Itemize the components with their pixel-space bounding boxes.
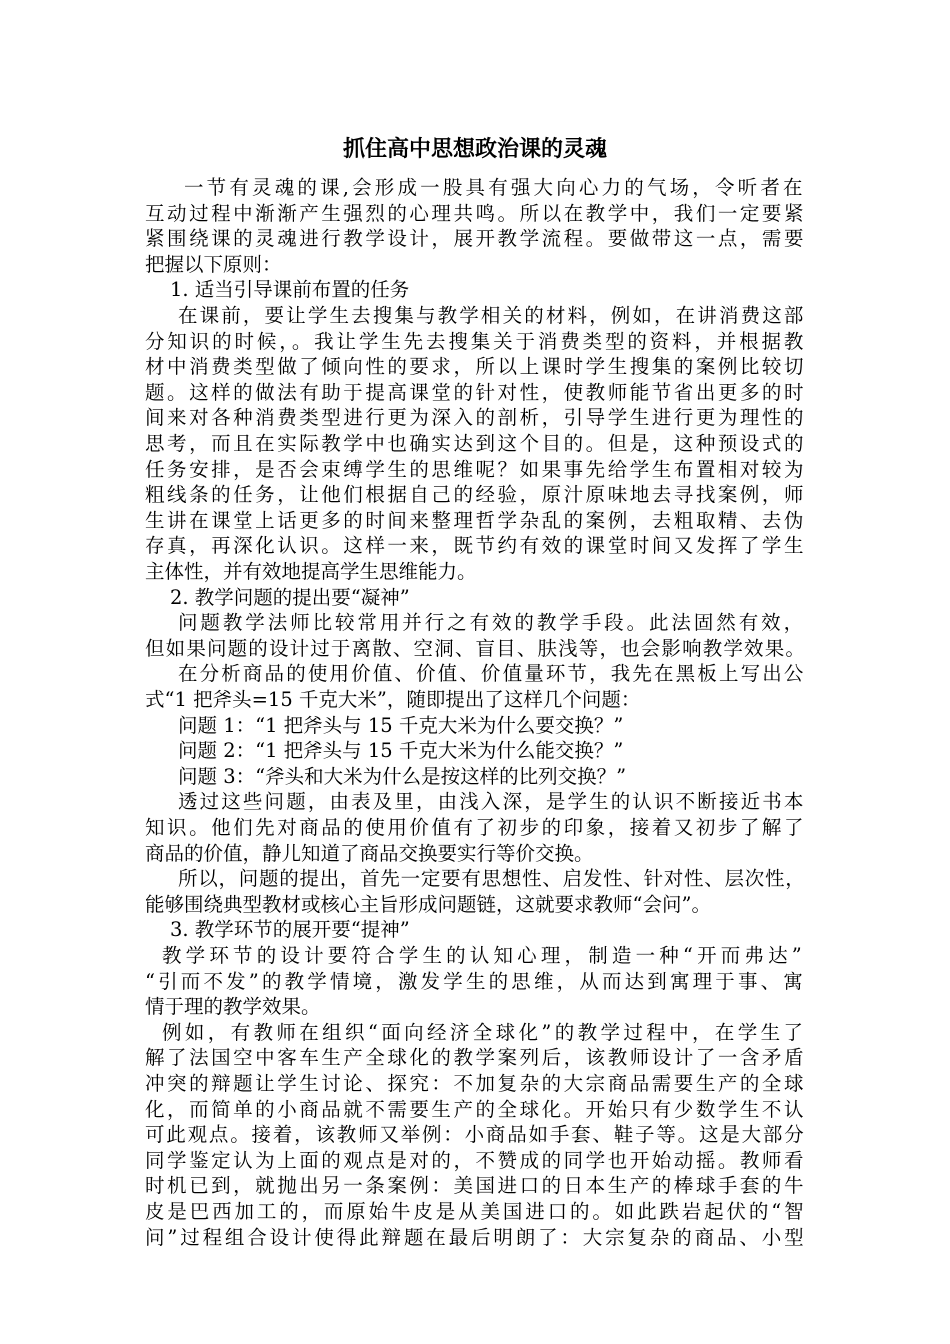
paragraph-line: 解了法国空中客车生产全球化的教学案列后，该教师设计了一含矛盾 <box>145 1046 807 1070</box>
paragraph-line: 紧围绕课的灵魂进行教学设计，展开教学流程。要做带这一点，需要 <box>145 227 807 251</box>
paragraph-line: 问题 3：“斧头和大米为什么是按这样的比列交换？” <box>178 764 627 788</box>
paragraph-line: 思考，而且在实际教学中也确实达到这个目的。但是，这种预设式的 <box>145 432 807 455</box>
paragraph-line: 在分析商品的使用价值、价值、价值量环节，我先在黑板上写出公 <box>178 662 806 686</box>
paragraph-line: 问题 1：“1 把斧头与 15 千克大米为什么要交换？” <box>178 713 624 737</box>
paragraph-line: 所以，问题的提出，首先一定要有思想性、启发性、针对性、层次性， <box>178 867 806 891</box>
paragraph-line: 知识。他们先对商品的使用价值有了初步的印象，接着又初步了解了 <box>145 816 807 839</box>
paragraph-line: 例如，有教师在组织“面向经济全球化”的教学过程中，在学生了 <box>162 1020 807 1044</box>
paragraph-line: 皮是巴西加工的，而原始牛皮是从美国进口的。如此跌岩起伏的“智 <box>145 1200 807 1223</box>
paragraph-line: 题。这样的做法有助于提高课堂的针对性，使教师能节省出更多的时 <box>145 380 807 404</box>
paragraph-line: 式“1 把斧头=15 千克大米”，随即提出了这样几个问题： <box>145 688 641 711</box>
paragraph-line: 任务安排，是否会束缚学生的思维呢？如果事先给学生布置相对较为 <box>145 457 807 481</box>
paragraph-line: 问题 2：“1 把斧头与 15 千克大米为什么能交换？” <box>178 739 624 763</box>
paragraph-line: 一节有灵魂的课,会形成一股具有强大向心力的气场，令听者在 <box>184 176 806 199</box>
paragraph-line: “引而不发”的教学情境，激发学生的思维，从而达到寓理于事、寓 <box>145 969 806 993</box>
paragraph-line: 间来对各种消费类型进行更为深入的剖析，引导学生进行更为理性的 <box>145 406 807 430</box>
paragraph-line: 冲突的辩题让学生讨论、探究：不加复杂的大宗商品需要生产的全球 <box>145 1072 807 1095</box>
paragraph-line: 存真，再深化认识。这样一来，既节约有效的课堂时间又发挥了学生 <box>145 534 807 558</box>
paragraph-line: 化，而简单的小商品就不需要生产的全球化。开始只有少数学生不认 <box>145 1097 807 1121</box>
paragraph-line: 时机已到，就抛出另一条案例：美国进口的日本生产的棒球手套的牛 <box>145 1174 807 1198</box>
paragraph-line: 分知识的时候，。我让学生先去搜集关于消费类型的资料，并根据教 <box>145 329 807 353</box>
paragraph-line: 主体性，并有效地提高学生思维能力。 <box>145 560 477 583</box>
paragraph-line: 问题教学法师比较常用并行之有效的教学手段。此法固然有效， <box>178 611 807 635</box>
paragraph-line: 教学环节的设计要符合学生的认知心理，制造一种“开而弗达” <box>162 944 806 967</box>
paragraph-line: 2. 教学问题的提出要“凝神” <box>170 585 410 609</box>
paragraph-line: 能够围绕典型教材或核心主旨形成问题链，这就要求教师“会问”。 <box>145 892 711 916</box>
paragraph-line: 情于理的教学效果。 <box>145 995 321 1019</box>
paragraph-line: 但如果问题的设计过于离散、空洞、盲目、肤浅等，也会影响教学效果。 <box>145 636 807 660</box>
paragraph-line: 问”过程组合设计使得此辩题在最后明朗了：大宗复杂的商品、小型 <box>145 1225 807 1249</box>
paragraph-line: 3. 教学环节的展开要“提神” <box>170 918 410 942</box>
paragraph-line: 同学鉴定认为上面的观点是对的，不赞成的同学也开始动摇。教师看 <box>145 1148 807 1172</box>
paragraph-line: 商品的价值，静儿知道了商品交换要实行等价交换。 <box>145 841 594 865</box>
paragraph-line: 互动过程中渐渐产生强烈的心理共鸣。所以在教学中，我们一定要紧 <box>145 201 807 225</box>
paragraph-line: 粗线条的任务，让他们根据自己的经验，原汁原味地去寻找案例，师 <box>145 483 807 507</box>
paragraph-line: 在课前，要让学生去搜集与教学相关的材料，例如，在讲消费这部 <box>178 304 806 327</box>
paragraph-line: 把握以下原则： <box>145 252 282 276</box>
paragraph-line: 可此观点。接着，该教师又举例：小商品如手套、鞋子等。这是大部分 <box>145 1123 806 1147</box>
paragraph-line: 1. 适当引导课前布置的任务 <box>170 278 410 302</box>
document-title: 抓住高中思想政治课的灵魂 <box>342 137 607 162</box>
paragraph-line: 生讲在课堂上话更多的时间来整理哲学杂乱的案例，去粗取精、去伪 <box>145 508 807 532</box>
paragraph-line: 透过这些问题，由表及里，由浅入深，是学生的认识不断接近书本 <box>178 790 806 814</box>
paragraph-line: 材中消费类型做了倾向性的要求，所以上课时学生搜集的案例比较切 <box>145 355 807 379</box>
